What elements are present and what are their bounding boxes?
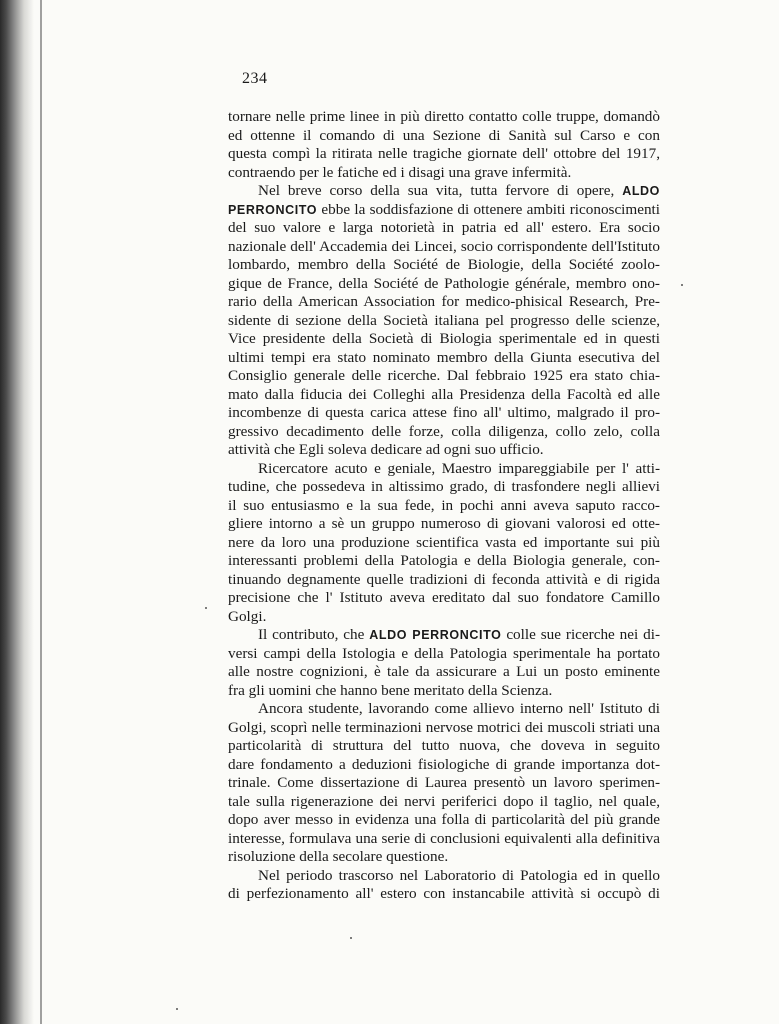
text-line: particolarità di struttura del tutto nuova, che doveva in seguito xyxy=(228,737,660,754)
text-line: trinale. Come dissertazione di Laurea presentò un lavoro sperimen- xyxy=(228,774,660,791)
text-line: sidente di sezione della Società italiana pel progresso delle scienze, xyxy=(228,311,660,329)
text-line: dare fondamento a deduzioni fisiologiche di grande importanza dot- xyxy=(228,755,660,773)
book-binding-edge xyxy=(0,0,34,1024)
text-line: precisione che l' Istituto aveva ereditato dal suo fondatore Camillo xyxy=(228,589,660,606)
text-line: Nel periodo trascorso nel Laboratorio di Patologia ed in quello xyxy=(258,866,660,884)
binding-shadow-line xyxy=(40,0,42,1024)
paragraph-4 xyxy=(228,626,660,700)
text-line: attività che Egli soleva dedicare ad ogni suo ufficio. xyxy=(228,441,544,458)
text-line: nere da loro una produzione scientifica vasta ed importante sui più xyxy=(228,533,660,551)
text-fragment: Il contributo, che xyxy=(258,626,365,643)
text-line: risoluzione della secolare questione. xyxy=(228,848,449,865)
paragraph-1 xyxy=(228,108,660,182)
person-name: PERRONCITO xyxy=(228,202,318,217)
scan-speck xyxy=(350,937,352,939)
person-name: ALDO xyxy=(622,184,661,198)
text-line: questa compì la ritirata nelle tragiche giornate dell' ottobre del 1917, xyxy=(228,145,660,162)
text-line: tale sulla rigenerazione dei nervi periferici dopo il taglio, nel quale, xyxy=(228,792,660,810)
text-line: rario della American Association for medico-phisical Research, Pre- xyxy=(228,293,660,310)
text-line: interessanti problemi della Patologia e della Biologia generale, con- xyxy=(228,552,660,569)
text-line xyxy=(228,201,660,220)
text-line: interesse, formulava una serie di conclusioni equivalenti alla definitiva xyxy=(228,829,660,847)
text-line: fra gli uomini che hanno bene meritato della Scienza. xyxy=(228,681,553,699)
text-fragment: ebbe la soddisfazione di ottenere ambiti riconoscimenti xyxy=(321,200,660,218)
text-line: il suo entusiasmo e la sua fede, in pochi anni aveva saputo racco- xyxy=(228,496,660,514)
text-line xyxy=(228,182,660,201)
text-fragment: Nel breve corso della sua vita, tutta fervore di opere, xyxy=(258,182,615,199)
text-line: gressivo decadimento delle forze, colla diligenza, collo zelo, colla xyxy=(228,422,660,440)
text-line: contraendo per le fatiche ed i disagi una grave infermità. xyxy=(228,163,572,181)
person-name: ALDO PERRONCITO xyxy=(369,628,502,642)
text-line: lombardo, membro della Société de Biologie, della Société zoolo- xyxy=(228,256,660,273)
text-line xyxy=(228,626,660,645)
text-line: ed ottenne il comando di una Sezione di Sanità sul Carso e con xyxy=(228,126,660,144)
paragraph-5 xyxy=(228,700,660,867)
scan-speck xyxy=(176,1008,178,1010)
text-line: di perfezionamento all' estero con instancabile attività si occupò di xyxy=(228,885,660,902)
text-line: ultimi tempi era stato nominato membro della Giunta esecutiva del xyxy=(228,348,660,366)
text-line: incombenze di questa carica attese fino all' ultimo, malgrado il pro- xyxy=(228,404,660,421)
text-line: tornare nelle prime linee in più diretto contatto colle truppe, domandò xyxy=(228,108,660,125)
text-line: gliere intorno a sè un gruppo numeroso di giovani valorosi ed otte- xyxy=(228,515,660,532)
body-text xyxy=(228,108,660,904)
text-line: Consiglio generale delle ricerche. Dal febbraio 1925 era stato chia- xyxy=(228,367,660,384)
text-line: Golgi, scoprì nelle terminazioni nervose motrici dei muscoli striati una xyxy=(228,718,660,736)
paragraph-6 xyxy=(228,867,660,904)
text-line: mato dalla fiducia dei Colleghi alla Presidenza della Facoltà ed alle xyxy=(228,385,660,403)
text-line: Ricercatore acuto e geniale, Maestro impareggiabile per l' atti- xyxy=(258,459,660,477)
text-line: del suo valore e larga notorietà in patria ed all' estero. Era socio xyxy=(228,219,660,236)
text-line: nazionale dell' Accademia dei Lincei, socio corrispondente dell'Istituto xyxy=(228,237,660,255)
text-line: tudine, che possedeva in altissimo grado, di trasfondere negli allievi xyxy=(228,478,660,495)
text-line: versi campi della Istologia e della Patologia sperimentale ha portato xyxy=(228,644,660,662)
text-line: Ancora studente, lavorando come allievo interno nell' Istituto di xyxy=(258,700,660,717)
scan-speck xyxy=(205,607,207,609)
page-number: 234 xyxy=(242,70,268,87)
paragraph-2 xyxy=(228,182,660,460)
scan-speck xyxy=(681,284,683,286)
text-line: Golgi. xyxy=(228,607,267,625)
text-line: gique de France, della Société de Pathologie générale, membro ono- xyxy=(228,274,660,292)
text-line: dopo aver messo in evidenza una folla di particolarità del più grande xyxy=(228,811,660,828)
text-line: tinuando degnamente quelle tradizioni di feconda attività e di rigida xyxy=(228,570,660,588)
text-fragment: colle sue ricerche nei di- xyxy=(506,626,661,643)
text-line: Vice presidente della Società di Biologia sperimentale ed in questi xyxy=(228,330,660,347)
text-line: alle nostre cognizioni, è tale da assicurare a Lui un posto eminente xyxy=(228,663,660,680)
paragraph-3 xyxy=(228,460,660,627)
